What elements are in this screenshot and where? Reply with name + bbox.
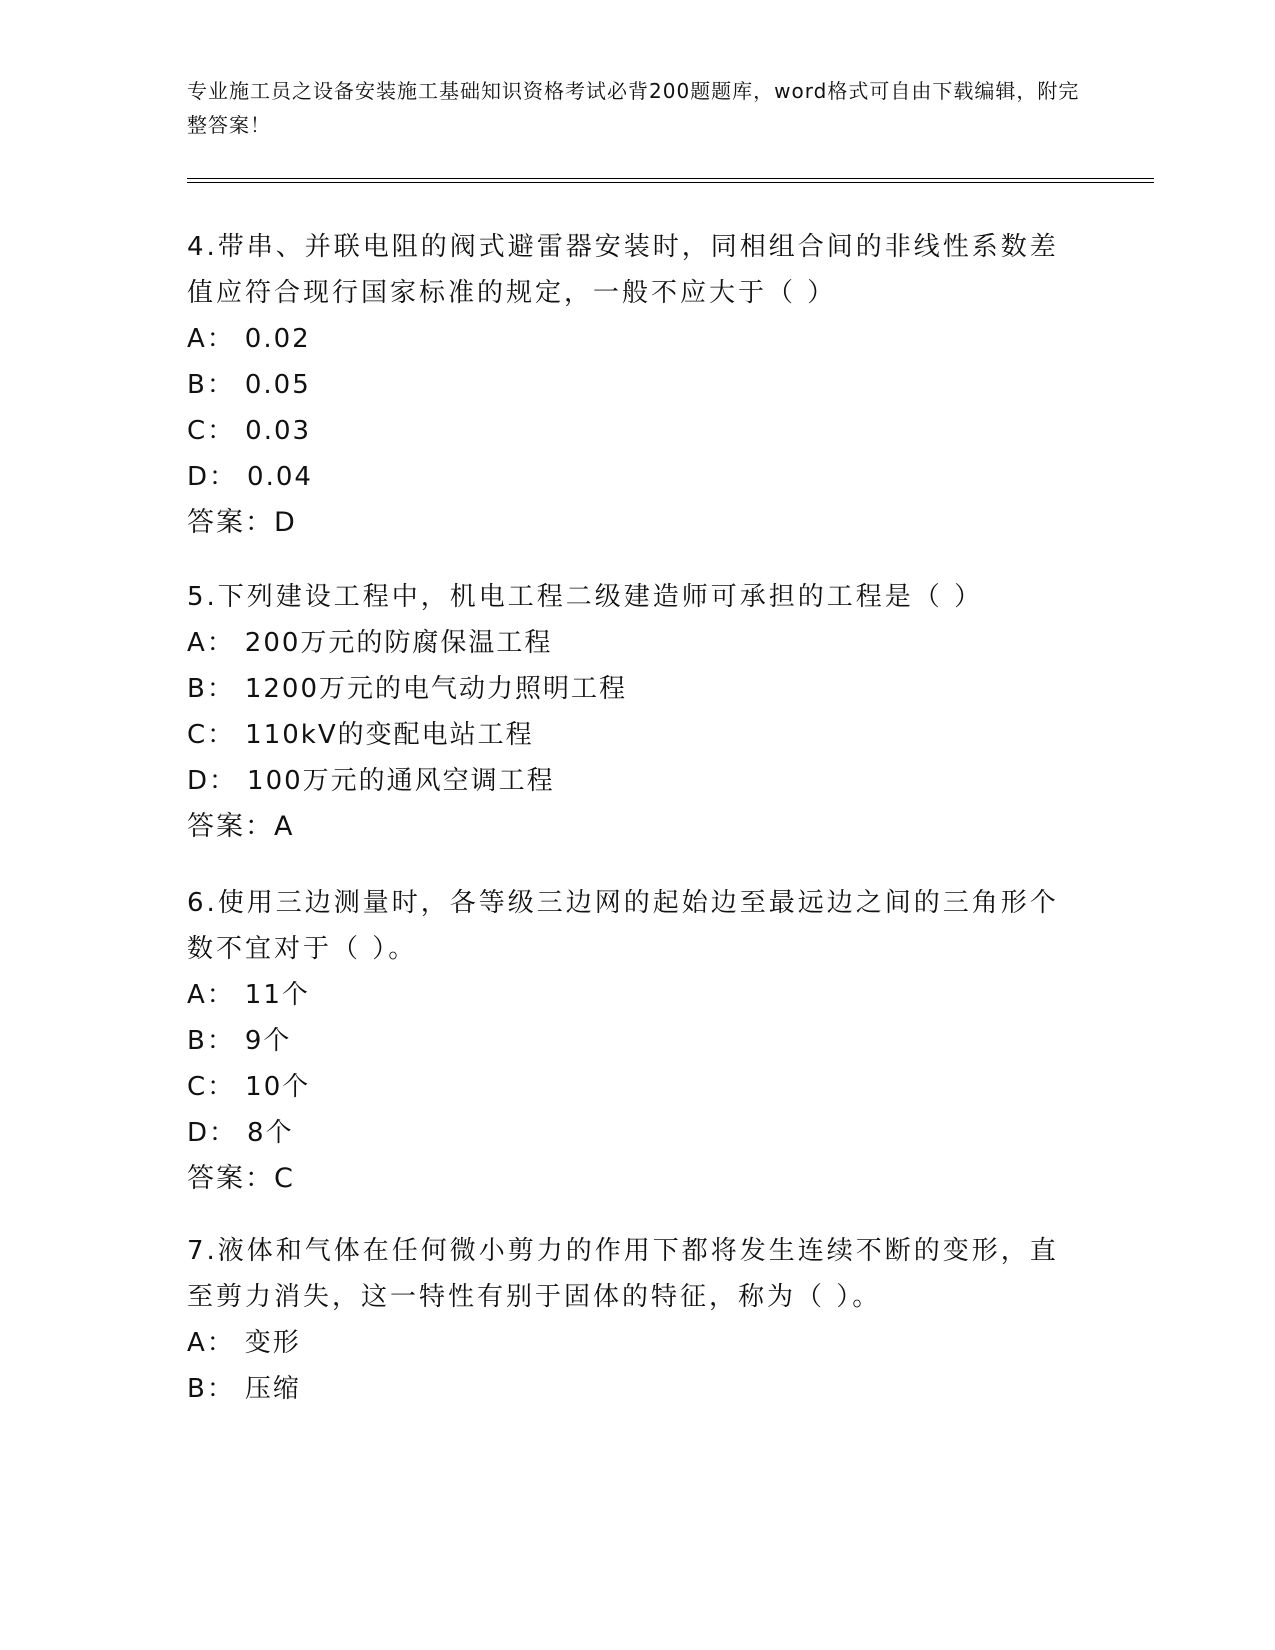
option-label: B： bbox=[187, 370, 235, 400]
answer-line: 答案：C bbox=[187, 1163, 295, 1194]
option-a bbox=[187, 620, 1067, 666]
option-label: D： bbox=[187, 766, 238, 796]
option-b bbox=[187, 1018, 1067, 1064]
option-label: A： bbox=[187, 324, 235, 354]
question-7 bbox=[187, 1228, 1067, 1412]
option-c bbox=[187, 712, 1067, 758]
question-text: 4.带串、并联电阻的阀式避雷器安装时，同相组合间的非线性系数差值应符合现行国家标准的规定，一般不应大于（ ） bbox=[187, 232, 1059, 308]
option-value: 10个 bbox=[245, 1072, 311, 1102]
option-value: 压缩 bbox=[244, 1374, 301, 1404]
option-value: 0.03 bbox=[245, 416, 312, 446]
option-c bbox=[187, 1064, 1067, 1110]
option-value: 0.02 bbox=[244, 324, 311, 354]
option-value: 11个 bbox=[244, 980, 310, 1010]
option-value: 110kV的变配电站工程 bbox=[245, 720, 534, 750]
question-4 bbox=[187, 224, 1067, 546]
option-label: A： bbox=[187, 980, 235, 1010]
question-6 bbox=[187, 880, 1067, 1202]
option-a bbox=[187, 316, 1067, 362]
option-label: A： bbox=[187, 1328, 235, 1358]
question-text: 7.液体和气体在任何微小剪力的作用下都将发生连续不断的变形，直至剪力消失，这一特性有别于固体的特征，称为（ ）。 bbox=[187, 1236, 1059, 1312]
option-label: B： bbox=[187, 1026, 235, 1056]
question-5 bbox=[187, 574, 1067, 850]
option-b bbox=[187, 666, 1067, 712]
header-divider-bottom bbox=[187, 182, 1154, 183]
option-a bbox=[187, 1320, 1067, 1366]
document-header: 专业施工员之设备安装施工基础知识资格考试必背200题题库，word格式可自由下载编辑，附完整答案！ bbox=[187, 79, 1080, 137]
option-d bbox=[187, 758, 1067, 804]
option-value: 变形 bbox=[244, 1328, 301, 1358]
option-value: 0.05 bbox=[244, 370, 311, 400]
option-label: D： bbox=[187, 1118, 238, 1148]
option-a bbox=[187, 972, 1067, 1018]
header-divider-top bbox=[187, 178, 1154, 179]
option-value: 200万元的防腐保温工程 bbox=[244, 628, 553, 658]
question-text: 6.使用三边测量时，各等级三边网的起始边至最远边之间的三角形个数不宜对于（ ）。 bbox=[187, 888, 1059, 964]
option-value: 100万元的通风空调工程 bbox=[247, 766, 555, 796]
option-b bbox=[187, 1366, 1067, 1412]
option-d bbox=[187, 1110, 1067, 1156]
option-label: C： bbox=[187, 1072, 236, 1102]
option-value: 1200万元的电气动力照明工程 bbox=[244, 674, 628, 704]
option-d bbox=[187, 454, 1067, 500]
answer-line: 答案：A bbox=[187, 811, 295, 842]
option-label: B： bbox=[187, 1374, 235, 1404]
option-label: B： bbox=[187, 674, 235, 704]
option-label: C： bbox=[187, 720, 236, 750]
option-label: A： bbox=[187, 628, 235, 658]
option-b bbox=[187, 362, 1067, 408]
option-value: 8个 bbox=[247, 1118, 294, 1148]
option-label: D： bbox=[187, 462, 238, 492]
option-value: 9个 bbox=[244, 1026, 292, 1056]
option-label: C： bbox=[187, 416, 236, 446]
answer-line: 答案：D bbox=[187, 507, 297, 538]
option-value: 0.04 bbox=[247, 462, 313, 492]
option-c bbox=[187, 408, 1067, 454]
question-text: 5.下列建设工程中，机电工程二级建造师可承担的工程是（ ） bbox=[187, 582, 984, 612]
